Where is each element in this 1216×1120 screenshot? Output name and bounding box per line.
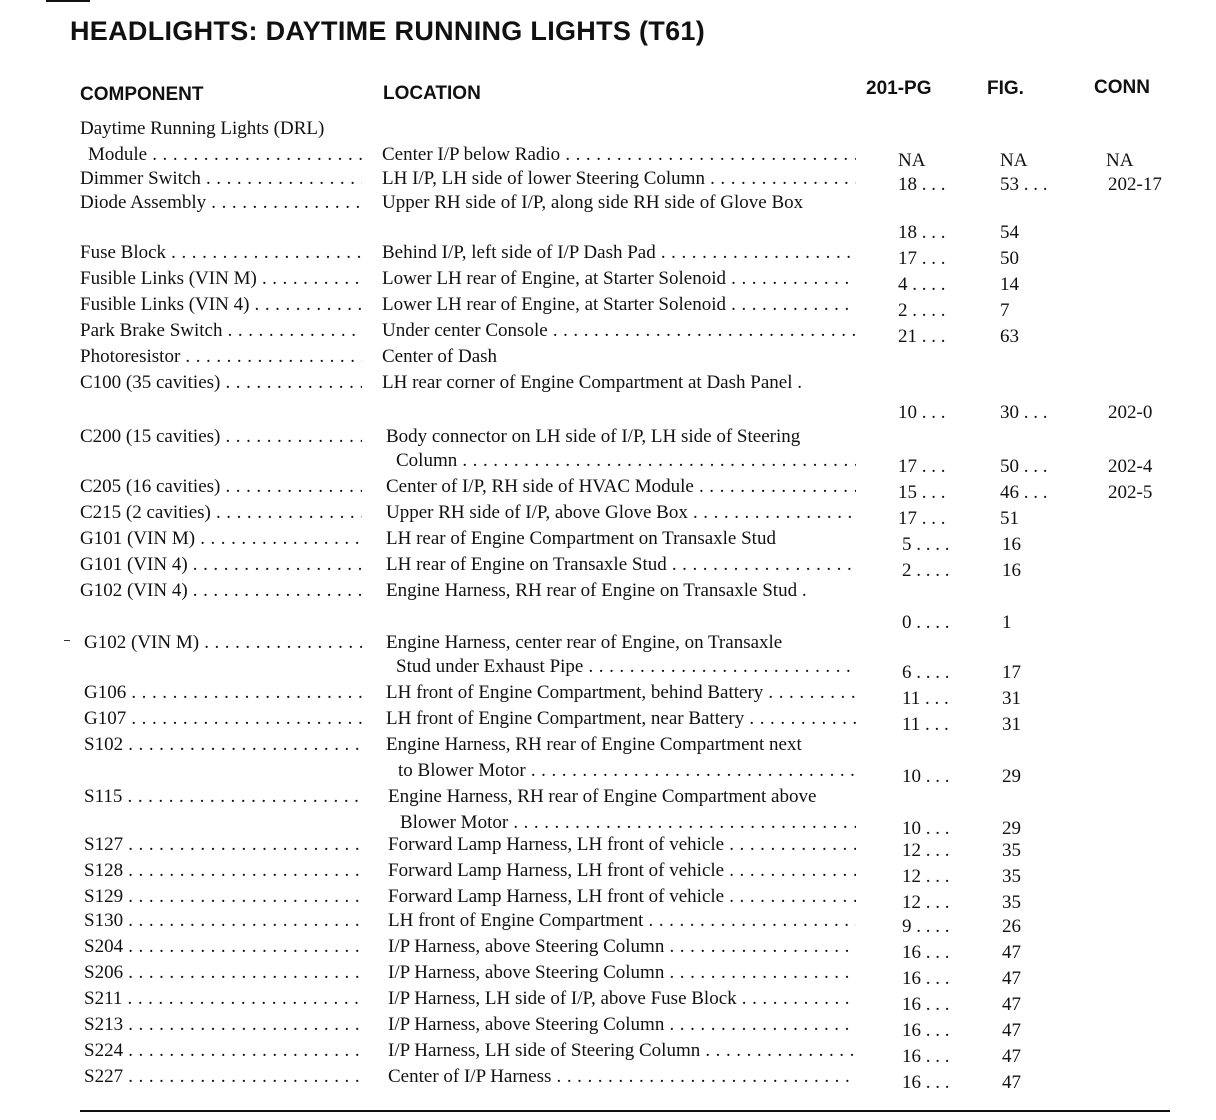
row-component: Fusible Links (VIN M) . . . — [80, 268, 362, 290]
row-component: Photoresistor . . . — [80, 346, 362, 368]
row-page: 10 . . . — [898, 402, 946, 423]
row-location: Center of I/P, RH side of HVAC Module . . . — [386, 476, 856, 498]
row-location: Under center Console . . . — [382, 320, 856, 342]
row-component: G102 (VIN 4) . . . — [80, 580, 362, 602]
row-page: 16 . . . — [902, 1020, 950, 1041]
row-location: Upper RH side of I/P, above Glove Box . . . — [386, 502, 856, 524]
row-location: LH front of Engine Compartment, behind Battery . . . — [386, 682, 856, 704]
row-component: S115 . . . — [84, 786, 362, 808]
row-location: LH rear of Engine Compartment on Transaxle Stud — [386, 528, 776, 549]
bottom-rule — [80, 1110, 1170, 1112]
row-page: NA — [898, 150, 926, 171]
row-component: Dimmer Switch . . . — [80, 168, 362, 190]
row-component: Fuse Block . . . — [80, 242, 362, 264]
row-location: to Blower Motor . . . — [398, 760, 856, 782]
row-connector: 202-17 — [1108, 174, 1162, 195]
row-connector: 202-4 — [1108, 456, 1153, 477]
row-figure: 29 — [1002, 818, 1021, 839]
row-figure: 47 — [1002, 968, 1021, 989]
row-page: 10 . . . — [902, 818, 950, 839]
row-figure: 51 — [1000, 508, 1019, 529]
row-figure: 35 — [1002, 892, 1021, 913]
row-location: LH front of Engine Compartment, near Battery . . . — [386, 708, 856, 730]
row-location: Engine Harness, RH rear of Engine Compartment next — [386, 734, 802, 755]
row-location: Center I/P below Radio . . . — [382, 144, 856, 166]
row-connector: 202-5 — [1108, 482, 1153, 503]
row-figure: NA — [1000, 150, 1028, 171]
row-component: S102 . . . — [84, 734, 362, 756]
row-figure: 53 . . . — [1000, 174, 1048, 195]
row-location: LH I/P, LH side of lower Steering Column . . . — [382, 168, 856, 190]
row-figure: 47 — [1002, 942, 1021, 963]
row-location: LH front of Engine Compartment . . . — [388, 910, 856, 932]
row-component: Daytime Running Lights (DRL) — [80, 118, 325, 139]
row-component: C215 (2 cavities) . . . — [80, 502, 362, 524]
row-location: Center of Dash — [382, 346, 498, 367]
header-component: COMPONENT — [80, 84, 204, 105]
row-figure: 47 — [1002, 1046, 1021, 1067]
row-figure: 63 — [1000, 326, 1019, 347]
row-component: S224 . . . — [84, 1040, 362, 1062]
row-location: Forward Lamp Harness, LH front of vehicle . . . — [388, 886, 856, 908]
row-location: Center of I/P Harness . . . — [388, 1066, 856, 1088]
row-location: Engine Harness, center rear of Engine, on Transaxle — [386, 632, 783, 653]
row-component: C100 (35 cavities) . . . — [80, 372, 362, 394]
row-page: 12 . . . — [902, 840, 950, 861]
row-page: 18 . . . — [898, 174, 946, 195]
header-conn: CONN — [1094, 77, 1150, 98]
row-page: 10 . . . — [902, 766, 950, 787]
row-figure: 47 — [1002, 1072, 1021, 1093]
row-page: 16 . . . — [902, 968, 950, 989]
row-component: G102 (VIN M) . . . — [84, 632, 362, 654]
row-location: I/P Harness, above Steering Column . . . — [388, 936, 856, 958]
row-figure: 35 — [1002, 840, 1021, 861]
row-location: I/P Harness, LH side of Steering Column . . . — [388, 1040, 856, 1062]
row-page: 17 . . . — [898, 456, 946, 477]
row-component: G106 . . . — [84, 682, 362, 704]
row-figure: 31 — [1002, 714, 1021, 735]
row-figure: 7 — [1000, 300, 1010, 321]
row-figure: 16 — [1002, 534, 1021, 555]
row-component: S129 . . . — [84, 886, 362, 908]
row-figure: 16 — [1002, 560, 1021, 581]
row-component: S204 . . . — [84, 936, 362, 958]
row-page: 6 . . . . — [902, 662, 950, 683]
row-figure: 35 — [1002, 866, 1021, 887]
row-page: 11 . . . — [902, 688, 949, 709]
row-location: I/P Harness, above Steering Column . . . — [388, 962, 856, 984]
row-location: Behind I/P, left side of I/P Dash Pad . . . — [382, 242, 856, 264]
row-figure: 1 — [1002, 612, 1012, 633]
margin-mark — [64, 640, 70, 641]
row-location: Forward Lamp Harness, LH front of vehicle . . . — [388, 860, 856, 882]
row-page: 18 . . . — [898, 222, 946, 243]
row-figure: 30 . . . — [1000, 402, 1048, 423]
row-component: G101 (VIN M) . . . — [80, 528, 362, 550]
row-location: Column . . . — [396, 450, 856, 472]
row-location: Engine Harness, RH rear of Engine on Transaxle Stud . — [386, 580, 807, 601]
row-connector: 202-0 — [1108, 402, 1153, 423]
row-component: S128 . . . — [84, 860, 362, 882]
row-component: C205 (16 cavities) . . . — [80, 476, 362, 498]
row-page: 5 . . . . — [902, 534, 950, 555]
row-figure: 14 — [1000, 274, 1019, 295]
row-figure: 31 — [1002, 688, 1021, 709]
row-component: S213 . . . — [84, 1014, 362, 1036]
row-location: Engine Harness, RH rear of Engine Compartment above — [388, 786, 817, 807]
row-figure: 47 — [1002, 994, 1021, 1015]
row-figure: 50 — [1000, 248, 1019, 269]
row-page: 16 . . . — [902, 1046, 950, 1067]
row-page: 21 . . . — [898, 326, 946, 347]
row-location: LH rear corner of Engine Compartment at Dash Panel . — [382, 372, 802, 393]
row-component: G101 (VIN 4) . . . — [80, 554, 362, 576]
row-page: 16 . . . — [902, 1072, 950, 1093]
row-location: LH rear of Engine on Transaxle Stud . . . — [386, 554, 856, 576]
row-figure: 50 . . . — [1000, 456, 1048, 477]
row-figure: 47 — [1002, 1020, 1021, 1041]
row-figure: 26 — [1002, 916, 1021, 937]
row-location: Body connector on LH side of I/P, LH side of Steering — [386, 426, 801, 447]
row-page: 11 . . . — [902, 714, 949, 735]
row-figure: 54 — [1000, 222, 1019, 243]
row-page: 0 . . . . — [902, 612, 950, 633]
row-location: Lower LH rear of Engine, at Starter Solenoid . . . — [382, 268, 856, 290]
row-page: 2 . . . . — [898, 300, 946, 321]
row-page: 16 . . . — [902, 994, 950, 1015]
row-page: 4 . . . . — [898, 274, 946, 295]
row-location: I/P Harness, LH side of I/P, above Fuse Block . . . — [388, 988, 856, 1010]
row-figure: 17 — [1002, 662, 1021, 683]
header-location: LOCATION — [383, 83, 481, 104]
row-component: Fusible Links (VIN 4) . . . — [80, 294, 362, 316]
row-location: Blower Motor . . . — [400, 812, 856, 834]
row-page: 2 . . . . — [902, 560, 950, 581]
row-component: S206 . . . — [84, 962, 362, 984]
row-component: S227 . . . — [84, 1066, 362, 1088]
row-component: Park Brake Switch . . . — [80, 320, 362, 342]
row-component: S127 . . . — [84, 834, 362, 856]
row-page: 17 . . . — [898, 508, 946, 529]
row-component: S211 . . . — [84, 988, 362, 1010]
row-component: Module . . . — [88, 144, 362, 166]
page-title: HEADLIGHTS: DAYTIME RUNNING LIGHTS (T61) — [70, 16, 706, 46]
row-location: Upper RH side of I/P, along side RH side of Glove Box — [382, 192, 804, 213]
row-page: 9 . . . . — [902, 916, 950, 937]
row-location: Lower LH rear of Engine, at Starter Solenoid . . . — [382, 294, 856, 316]
row-component: C200 (15 cavities) . . . — [80, 426, 362, 448]
row-page: 15 . . . — [898, 482, 946, 503]
row-component: S130 . . . — [84, 910, 362, 932]
row-component: G107 . . . — [84, 708, 362, 730]
row-page: 16 . . . — [902, 942, 950, 963]
row-page: 12 . . . — [902, 866, 950, 887]
row-location: Forward Lamp Harness, LH front of vehicle . . . — [388, 834, 856, 856]
row-component: Diode Assembly . . . — [80, 192, 362, 214]
row-figure: 29 — [1002, 766, 1021, 787]
header-pg: 201-PG — [866, 78, 932, 99]
row-location: Stud under Exhaust Pipe . . . — [396, 656, 856, 678]
row-connector: NA — [1106, 150, 1134, 171]
row-location: I/P Harness, above Steering Column . . . — [388, 1014, 856, 1036]
header-fig: FIG. — [987, 78, 1024, 99]
row-page: 17 . . . — [898, 248, 946, 269]
row-figure: 46 . . . — [1000, 482, 1048, 503]
row-page: 12 . . . — [902, 892, 950, 913]
